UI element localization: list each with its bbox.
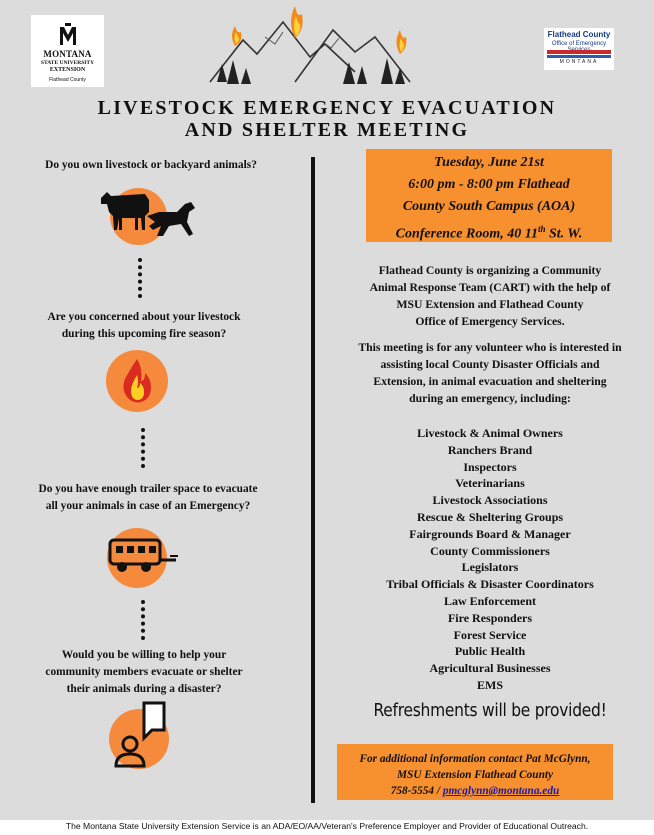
purpose-line: assisting local County Disaster Officials and: [380, 358, 600, 371]
question-line: their animals during a disaster?: [66, 683, 222, 695]
invitee-item: Livestock & Animal Owners: [417, 426, 563, 440]
question-line: community members evacuate or shelter: [45, 666, 243, 678]
dotted-connector: [141, 428, 149, 468]
event-details-box: [366, 149, 612, 242]
trailer-icon: [108, 538, 180, 574]
question-fire-season: [10, 309, 278, 343]
event-date: Tuesday, June 21st: [434, 155, 544, 170]
msu-logo-line1: MONTANA: [43, 49, 92, 59]
intro-line: MSU Extension and Flathead County: [396, 298, 584, 311]
volunteer-icon: [114, 700, 168, 768]
event-room-post: St. W.: [545, 226, 583, 242]
flathead-logo-bar: [547, 50, 611, 54]
question-livestock: [10, 157, 292, 174]
msu-extension-logo: [31, 15, 104, 87]
question-trailer-space: [8, 481, 288, 515]
invitee-item: Law Enforcement: [443, 593, 537, 608]
question-volunteer: [10, 647, 278, 698]
contact-line2: MSU Extension Flathead County: [397, 769, 553, 781]
event-time: 6:00 pm - 8:00 pm Flathead: [408, 177, 570, 192]
flathead-logo-bar2: [547, 55, 611, 58]
page-title-line2: AND SHELTER MEETING: [184, 119, 470, 141]
invitee-item: County Commissioners: [430, 543, 550, 558]
event-room-pre: Conference Room, 40 11: [395, 226, 538, 242]
msu-logo-line4: Flathead County: [49, 77, 86, 83]
flathead-logo-line3: MONTANA: [559, 59, 599, 65]
flathead-logo-line2: Office of Emergency: [551, 41, 607, 47]
invitee-item: Veterinarians: [455, 476, 525, 491]
fire-icon: [119, 357, 155, 405]
livestock-icon: [97, 182, 201, 244]
contact-phone: 758-5554 /: [390, 785, 443, 797]
event-location: County South Campus (AOA): [402, 199, 576, 214]
invitee-item: EMS: [476, 677, 503, 692]
purpose-line: Extension, in animal evacuation and sheltering: [373, 375, 607, 388]
invitee-item: Ranchers Brand: [447, 442, 533, 457]
contact-line1: For additional information contact Pat McGlynn,: [359, 753, 591, 765]
column-divider: [311, 157, 315, 803]
question-line: Do you own livestock or backyard animals?: [45, 159, 257, 171]
purpose-line: This meeting is for any volunteer who is interested in: [358, 341, 622, 354]
invitee-item: Public Health: [454, 644, 526, 659]
flathead-oes-logo: [544, 28, 614, 70]
mountains-fire-illustration-icon: [205, 2, 419, 88]
purpose-line: during an emergency, including:: [409, 392, 571, 405]
question-line: Do you have enough trailer space to evacuate: [38, 483, 258, 495]
invitee-item: Inspectors: [463, 459, 517, 474]
contact-email-link[interactable]: pmcglynn@montana.edu: [442, 785, 560, 797]
invitee-item: Fairgrounds Board & Manager: [409, 526, 571, 541]
dotted-connector: [138, 258, 146, 298]
question-line: during this upcoming fire season?: [61, 328, 227, 340]
invitee-list: [325, 425, 654, 694]
intro-paragraph: [330, 262, 650, 330]
question-line: all your animals in case of an Emergency?: [45, 500, 251, 512]
invitee-item: Forest Service: [453, 627, 527, 642]
invitee-item: Legislators: [461, 560, 519, 575]
refreshments-note: Refreshments will be provided!: [373, 700, 607, 721]
question-line: Are you concerned about your livestock: [47, 311, 241, 323]
intro-line: Flathead County is organizing a Community: [378, 264, 602, 277]
page-title-line1: LIVESTOCK EMERGENCY EVACUATION: [97, 97, 557, 119]
msu-m-logo-icon: [58, 23, 78, 47]
msu-logo-line2: STATE UNIVERSITY: [40, 60, 95, 66]
event-room: [366, 218, 612, 246]
intro-line: Office of Emergency Services.: [415, 315, 565, 328]
invitee-item: Fire Responders: [447, 610, 533, 625]
purpose-paragraph: [330, 339, 650, 407]
dotted-connector: [141, 600, 149, 640]
contact-box: [337, 744, 613, 800]
invitee-item: Tribal Officials & Disaster Coordinators: [386, 577, 594, 592]
invitee-item: Livestock Associations: [432, 493, 548, 508]
msu-logo-line3: EXTENSION: [49, 67, 86, 73]
question-line: Would you be willing to help your: [61, 649, 227, 661]
invitee-item: Rescue & Sheltering Groups: [416, 509, 564, 524]
intro-line: Animal Response Team (CART) with the help of: [369, 281, 611, 294]
invitee-item: Agricultural Businesses: [429, 661, 551, 676]
event-room-sup: th: [537, 224, 546, 234]
contact-line3: [337, 783, 613, 799]
flathead-logo-line1: Flathead County: [547, 30, 611, 39]
footer-disclaimer: The Montana State University Extension Service is an ADA/EO/AA/Veteran's Preference Employer and Provider of Educational Outreach.: [65, 821, 589, 831]
